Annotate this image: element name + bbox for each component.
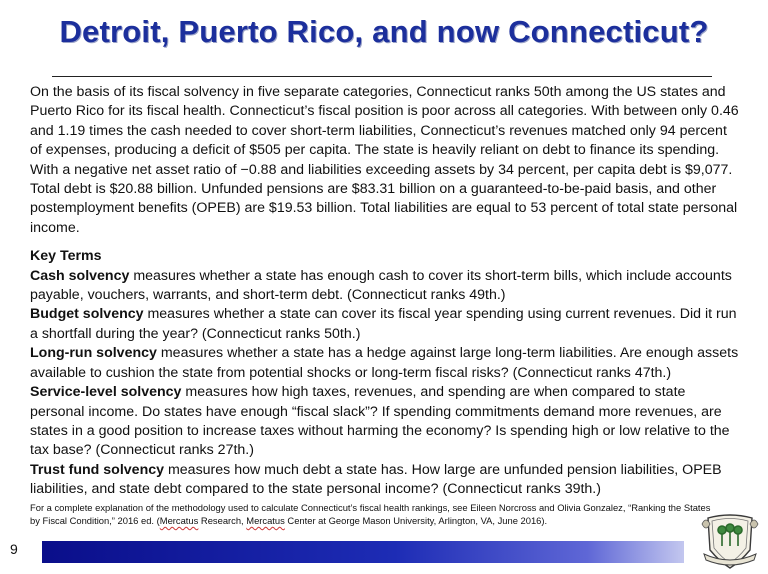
footnote <box>30 501 720 527</box>
term-label: Trust fund solvency <box>30 461 165 478</box>
page-number: 9 <box>10 541 18 557</box>
term-description: measures whether a state has a hedge against large long-term liabilities. Are enough assets available to cushion the state from potential shocks or long-term fiscal risks? (Connecticut ranks 47th.) <box>30 345 739 381</box>
slide-title: Detroit, Puerto Rico, and now Connecticut? <box>59 14 709 49</box>
footnote-mercatus-word: Mercatus <box>246 515 285 526</box>
term-label: Cash solvency <box>30 267 130 284</box>
term-budget-solvency <box>30 305 742 344</box>
term-description: measures how much debt a state has. How large are unfunded pension liabilities, OPEB liabilities, and state debt compared to the state personal income? (Connecticut ranks 39th.) <box>30 461 722 498</box>
footnote-mercatus-word: Mercatus <box>159 515 199 526</box>
slide-body <box>30 83 742 500</box>
footer-bar <box>42 541 684 563</box>
term-long-run-solvency <box>30 344 742 383</box>
term-trust-fund-solvency <box>30 461 742 500</box>
key-terms-heading: Key Terms <box>30 248 102 265</box>
intro-paragraph: On the basis of its fiscal solvency in five separate categories, Connecticut ranks 50th among the US states and Puerto Rico for its fiscal health. Connecticut’s fiscal position is poor across all categories. With between only 0.46 and 1.19 times the cash needed to cover short-term liabilities, Connecticut’s revenues matched only 94 percent of expenses, producing a deficit of $505 per capita. The state is heavily reliant on debt to finance its spending. With a negative net asset ratio of −0.88 and liabilities exceeding assets by 34 percent, per capita debt is $9,077. Total debt is $20.88 billion. Unfunded pensions are $83.31 billion on a guaranteed-to-be-paid basis, and other postemployment benefits (OPEB) are $19.53 billion. Total liabilities are equal to 53 percent of total state personal income. <box>30 84 739 236</box>
term-label: Service-level solvency <box>30 384 182 401</box>
term-description: measures whether a state can cover its fiscal year spending using current revenues. Did it run a shortfall during the year? (Connecticut ranks 50th.) <box>30 306 737 342</box>
title-divider <box>52 76 712 77</box>
term-service-level-solvency <box>30 383 742 461</box>
term-cash-solvency <box>30 267 742 306</box>
term-label: Budget solvency <box>30 306 144 323</box>
footnote-text: For a complete explanation of the methodology used to calculate Connecticut’s fiscal health rankings, see Eileen Norcross and Olivia Gonzalez, “Ranking the States by Fiscal Condition,” 2016 ed. ( <box>30 502 711 526</box>
footnote-text: Center at George Mason University, Arlington, VA, June 2016). <box>284 515 548 526</box>
term-label: Long-run solvency <box>30 345 157 362</box>
term-description: measures how high taxes, revenues, and spending are when compared to state personal income. Do states have enough “fiscal slack”? If spending commitments demand more revenues, are states in a good position to increase taxes without harming the economy? Is spending high or low relative to the tax base? (Connecticut ranks 27th.) <box>30 384 730 459</box>
footnote-text: Research, <box>198 515 247 526</box>
term-description: measures whether a state has enough cash to cover its short-term bills, which include accounts payable, vouchers, warrants, and short-term debt. (Connecticut ranks 49th.) <box>30 267 732 304</box>
connecticut-state-seal-icon <box>700 510 760 572</box>
